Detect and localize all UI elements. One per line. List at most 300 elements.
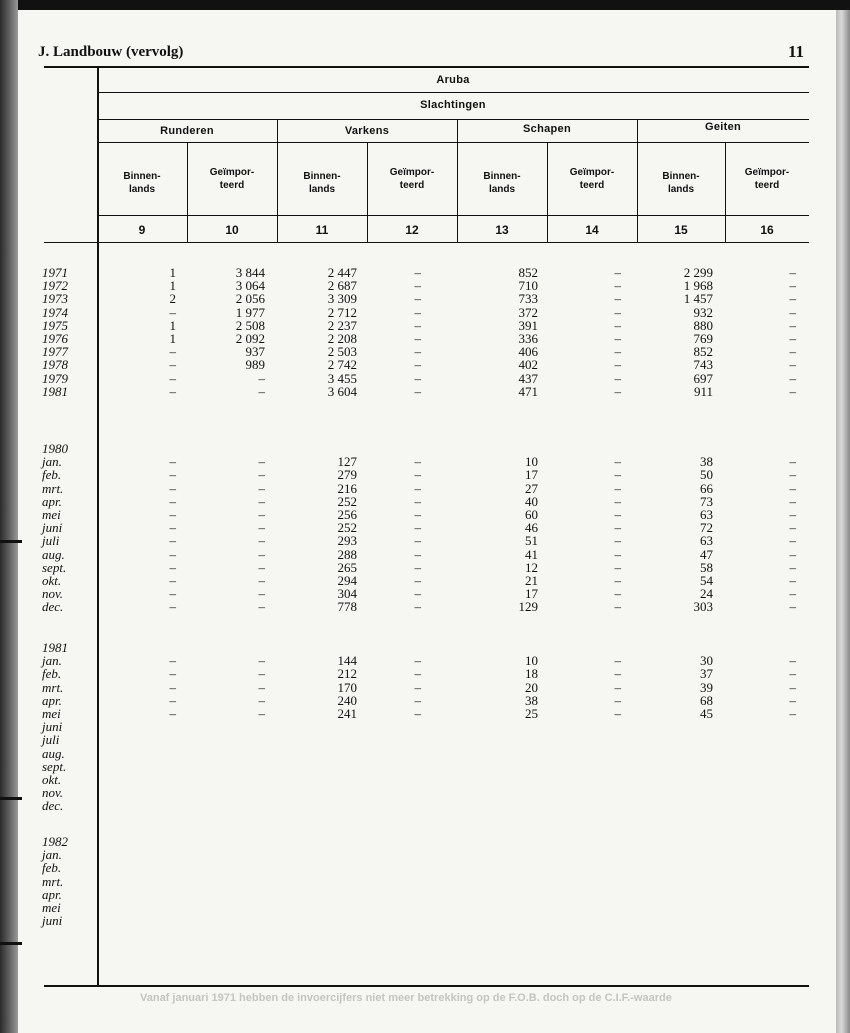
table-cell: 2 [169,291,176,307]
rule [97,92,809,93]
table-cell: 38 [525,692,538,708]
column-number: 13 [495,223,509,237]
column-header-line: Binnen- [303,171,341,182]
table-cell: 697 [693,370,713,386]
table-cell: – [789,383,796,399]
table-cell: – [789,331,796,346]
table-cell: 3 455 [327,370,357,386]
rule [97,215,809,216]
table-cell: – [414,370,421,386]
table-cell: – [258,679,265,695]
row-label: 1974 [42,304,68,320]
table-cell: – [414,383,421,399]
table-cell: 2 056 [235,291,265,307]
table-cell: – [169,546,176,562]
table-cell: 2 208 [327,331,357,346]
table-cell: – [614,357,621,373]
column-number: 11 [315,223,329,237]
column-number: 14 [585,223,599,237]
row-label: jan. [42,454,62,470]
table-cell: 1 [169,278,176,294]
column-header-9 [97,170,187,196]
row-label: 1972 [42,278,68,294]
rule [97,119,809,120]
table-cell: – [258,692,265,708]
table-cell: 304 [337,586,357,602]
row-label: mei [42,900,61,915]
column-number: 16 [760,223,774,237]
row-label: juli [42,732,60,748]
table-cell: 3 309 [327,291,357,307]
table-cell: – [789,291,796,307]
column-header-line: Binnen- [662,171,700,182]
column-number: 10 [225,223,239,237]
table-cell: – [789,533,796,549]
table-cell: – [258,559,265,575]
row-label: dec. [42,599,64,615]
table-cell: 17 [525,586,538,602]
column-header-12 [367,166,457,192]
table-cell: – [789,480,796,496]
margin-mark [0,942,22,945]
table-cell: 1 [169,265,176,280]
table-cell: 1 968 [683,278,713,294]
row-label: nov. [42,586,64,602]
table-cell: 66 [700,480,713,496]
page-edge [836,10,850,1033]
table-cell: 402 [518,357,538,373]
row-label: mrt. [42,873,64,889]
table-cell: – [614,706,621,721]
table-cell: 265 [337,559,357,575]
table-cell: – [789,344,796,360]
table-cell: 391 [518,317,538,333]
table-cell: 880 [693,317,713,333]
table-cell: – [414,454,421,470]
table-cell: – [614,493,621,509]
table-cell: – [414,331,421,346]
table-cell: 10 [525,653,538,669]
table-cell: – [614,278,621,294]
column-header-line: teerd [219,180,245,191]
table-cell: – [614,454,621,470]
table-cell: – [169,653,176,669]
table-cell: 743 [693,357,713,373]
row-label: sept. [42,559,67,575]
table-cell: 41 [525,546,538,562]
table-cell: – [258,454,265,470]
table-cell: – [169,507,176,522]
table-cell: – [414,480,421,496]
table-cell: – [414,706,421,721]
table-cell: 27 [525,480,538,496]
table-cell: – [614,653,621,669]
table-cell: 2 237 [327,317,357,333]
table-cell: – [169,357,176,373]
table-cell: 769 [693,331,713,346]
table-cell: 293 [337,533,357,549]
table-cell: – [789,666,796,682]
table-cell: – [258,599,265,615]
group-label-varkens: Varkens [344,125,390,137]
table-cell: – [789,454,796,470]
table-cell: – [789,265,796,280]
table-cell: – [414,692,421,708]
table-cell: 47 [700,546,713,562]
row-label: dec. [42,798,64,814]
table-cell: 2 092 [235,331,265,346]
table-cell: 18 [525,666,538,682]
table-cell: – [614,265,621,280]
table-cell: – [789,653,796,669]
table-cell: 54 [700,573,713,588]
table-cell: – [169,467,176,483]
group-label-runderen: Runderen [160,125,214,137]
table-cell: 2 687 [327,278,357,294]
table-cell: – [789,692,796,708]
table-cell: – [614,559,621,575]
table-cell: 989 [245,357,265,373]
table-cell: 241 [337,706,357,721]
table-cell: – [169,383,176,399]
row-label: jan. [42,847,62,863]
row-label: 1977 [42,344,68,360]
table-cell: 37 [700,666,713,682]
table-cell: – [614,467,621,483]
group-label-schapen: Schapen [523,123,571,135]
table-top-rule [44,66,809,68]
column-number: 9 [138,223,146,237]
table-cell: 937 [245,344,265,360]
table-cell: – [258,573,265,588]
table-cell: 294 [337,573,357,588]
table-cell: – [258,507,265,522]
row-label: nov. [42,785,64,801]
table-cell: – [169,692,176,708]
table-cell: – [614,331,621,346]
table-cell: – [789,357,796,373]
table-cell: – [614,546,621,562]
table-cell: 2 299 [683,265,713,280]
table-cell: – [614,533,621,549]
column-header-line: lands [488,184,516,195]
row-label: 1975 [42,317,68,333]
table-cell: – [169,666,176,682]
table-cell: 1 457 [683,291,713,307]
table-cell: – [789,304,796,320]
row-label: mei [42,507,61,522]
table-cell: 852 [518,265,538,280]
table-cell: 30 [700,653,713,669]
table-cell: – [614,291,621,307]
table-cell: 2 712 [327,304,357,320]
row-label: feb. [42,860,62,876]
column-header-line: Geïmpor- [389,167,435,178]
table-cell: 252 [337,520,357,536]
table-cell: – [614,666,621,682]
table-cell: – [789,599,796,615]
rule [97,142,809,143]
region-label: Aruba [436,74,470,86]
table-cell: – [414,493,421,509]
table-cell: 21 [525,573,538,588]
row-label: mrt. [42,679,64,695]
table-cell: – [414,653,421,669]
table-cell: 170 [337,679,357,695]
table-cell: – [258,586,265,602]
table-cell: 932 [693,304,713,320]
year-heading: 1981 [42,640,68,655]
table-cell: 58 [700,559,713,575]
table-cell: – [789,679,796,695]
table-cell: 46 [525,520,538,536]
table-cell: – [789,467,796,483]
table-cell: – [414,546,421,562]
table-cell: 2 508 [235,317,265,333]
table-cell: 12 [525,559,538,575]
group-label-geiten: Geiten [704,121,742,133]
column-header-line: teerd [579,180,605,191]
table-cell: – [789,559,796,575]
row-label: 1981 [42,383,68,399]
table-cell: – [614,679,621,695]
year-heading: 1982 [42,834,68,849]
table-cell: 38 [700,454,713,470]
row-label: 1976 [42,331,68,346]
row-label: jan. [42,653,62,669]
table-cell: – [414,533,421,549]
table-cell: 24 [700,586,713,602]
table-cell: – [789,317,796,333]
table-cell: – [614,507,621,522]
table-cell: 25 [525,706,538,721]
book-spine [0,0,18,1033]
table-cell: – [169,559,176,575]
column-header-line: Geïmpor- [209,167,255,178]
table-cell: 336 [518,331,538,346]
table-cell: – [169,344,176,360]
table-cell: 45 [700,706,713,721]
table-cell: 240 [337,692,357,708]
row-label: apr. [42,886,62,902]
table-cell: – [414,467,421,483]
table-cell: – [414,559,421,575]
table-cell: – [258,533,265,549]
row-label: okt. [42,772,62,787]
table-cell: – [414,317,421,333]
table-cell: – [169,480,176,496]
table-cell: 10 [525,454,538,470]
table-cell: 68 [700,692,713,708]
table-cell: – [258,666,265,682]
table-cell: – [789,586,796,602]
column-header-line: Binnen- [123,171,161,182]
margin-mark [0,797,22,800]
table-cell: 279 [337,467,357,483]
table-cell: – [258,467,265,483]
column-header-line: teerd [399,180,425,191]
table-cell: 3 844 [235,265,265,280]
column-header-line: teerd [754,180,780,191]
table-cell: 710 [518,278,538,294]
table-cell: 256 [337,507,357,522]
table-cell: – [169,493,176,509]
table-cell: 372 [518,304,538,320]
column-header-15 [637,170,725,196]
table-cell: – [614,573,621,588]
table-cell: – [614,586,621,602]
table-cell: 129 [518,599,538,615]
table-cell: 127 [337,454,357,470]
table-cell: 39 [700,679,713,695]
row-label: juni [42,913,63,929]
table-cell: – [789,370,796,386]
table-cell: 63 [700,507,713,522]
table-cell: – [414,679,421,695]
row-label: mrt. [42,480,64,496]
column-header-line: Geïmpor- [569,167,615,178]
table-cell: – [789,520,796,536]
table-cell: – [169,679,176,695]
table-cell: 2 447 [327,265,357,280]
row-label: okt. [42,573,62,588]
table-cell: – [258,653,265,669]
table-cell: 144 [337,653,357,669]
column-header-14 [547,166,637,192]
table-cell: – [614,480,621,496]
table-cell: – [258,370,265,386]
column-header-13 [457,170,547,196]
column-number: 15 [674,223,688,237]
table-cell: – [789,507,796,522]
table-cell: 733 [518,291,538,307]
table-cell: 303 [693,599,713,615]
column-number: 12 [405,223,419,237]
table-cell: 288 [337,546,357,562]
table-cell: 51 [525,533,538,549]
column-header-line: lands [128,184,156,195]
table-cell: 1 977 [235,304,265,320]
column-header-line: Binnen- [483,171,521,182]
table-cell: – [169,533,176,549]
table-bottom-rule [44,985,809,987]
table-cell: – [258,706,265,721]
row-label: aug. [42,546,65,562]
table-cell: – [169,454,176,470]
column-header-10 [187,166,277,192]
table-cell: – [414,666,421,682]
table-cell: – [414,344,421,360]
table-cell: – [169,520,176,536]
table-cell: – [414,291,421,307]
table-cell: – [414,278,421,294]
row-label: feb. [42,467,62,483]
table-cell: 73 [700,493,713,509]
table-cell: – [614,383,621,399]
table-cell: 72 [700,520,713,536]
bleed-through-text: Vanaf januari 1971 hebben de invoercijfers niet meer betrekking op de F.O.B. doch op de C.I.F.-waarde [140,992,672,1004]
table-cell: 63 [700,533,713,549]
column-header-line: Geïmpor- [744,167,790,178]
table-cell: – [258,480,265,496]
table-cell: 2 503 [327,344,357,360]
column-header-16 [725,166,809,192]
column-header-11 [277,170,367,196]
table-cell: 216 [337,480,357,496]
table-cell: – [614,304,621,320]
table-cell: – [414,357,421,373]
table-cell: – [614,520,621,536]
row-label: sept. [42,758,67,774]
margin-mark [0,540,22,543]
table-cell: 778 [337,599,357,615]
table-cell: 3 064 [235,278,265,294]
table-cell: 437 [518,370,538,386]
row-label: apr. [42,493,62,509]
table-cell: – [414,265,421,280]
table-cell: – [414,599,421,615]
table-cell: 252 [337,493,357,509]
column-header-line: lands [667,184,695,195]
table-cell: – [258,493,265,509]
table-cell: – [258,383,265,399]
table-cell: – [414,573,421,588]
row-label: juli [42,533,60,549]
table-cell: 911 [693,383,713,399]
table-cell: 212 [337,666,357,682]
row-label: juni [42,719,63,735]
table-cell: – [614,344,621,360]
table-cell: 852 [693,344,713,360]
table-cell: – [614,317,621,333]
table-cell: – [169,586,176,602]
rule [44,242,809,243]
row-label: mei [42,706,61,721]
table-cell: 50 [700,467,713,483]
table-cell: 471 [518,383,538,399]
table-cell: – [614,692,621,708]
row-label: 1971 [42,265,68,280]
table-cell: 2 742 [327,357,357,373]
table-cell: – [614,370,621,386]
subheading-label: Slachtingen [420,99,486,111]
table-cell: – [414,586,421,602]
table-cell: 406 [518,344,538,360]
table-cell: 1 [169,317,176,333]
table-cell: – [789,546,796,562]
table-cell: – [414,507,421,522]
table-cell: – [414,520,421,536]
year-heading: 1980 [42,441,68,456]
table-cell: – [169,599,176,615]
table-cell: – [169,370,176,386]
page-number: 11 [788,42,805,61]
table-cell: 1 [169,331,176,346]
row-label: 1979 [42,370,68,386]
row-label: 1973 [42,291,68,307]
row-label: feb. [42,666,62,682]
table-cell: – [258,520,265,536]
table-cell: 3 604 [327,383,357,399]
row-label: aug. [42,745,65,761]
table-cell: – [789,278,796,294]
row-label: apr. [42,692,62,708]
table-cell: – [169,706,176,721]
table-cell: 60 [525,507,538,522]
table-cell: 17 [525,467,538,483]
table-cell: – [789,573,796,588]
row-label: 1978 [42,357,68,373]
